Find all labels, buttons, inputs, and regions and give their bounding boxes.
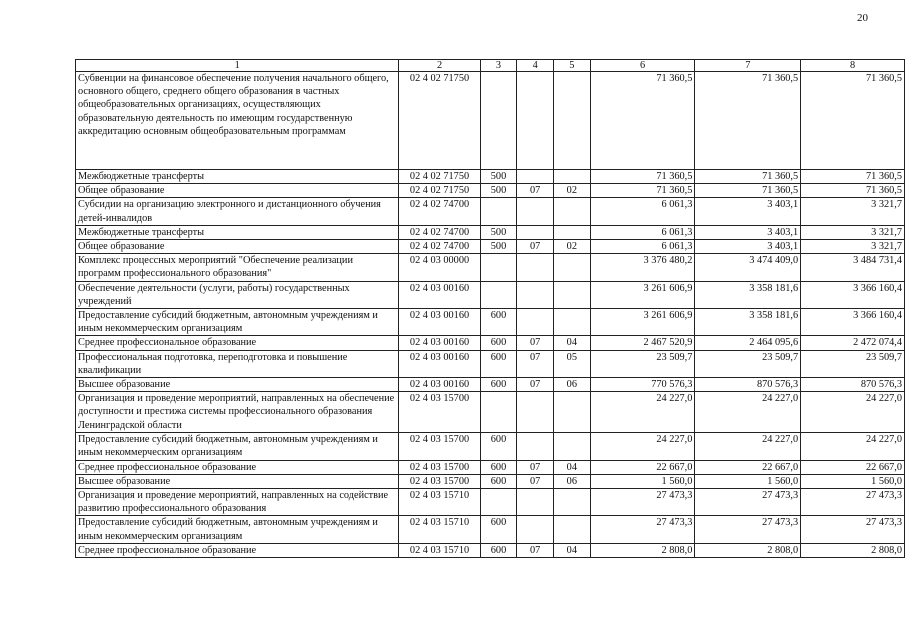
table-row [76,433,905,460]
row-vr-cell: 600 [480,460,517,474]
row-value-cell: 6 061,3 [590,198,695,225]
row-value-cell: 770 576,3 [590,378,695,392]
row-name-cell: Предоставление субсидий бюджетным, автономным учреждениям и иным некоммерческим организациям [76,516,399,543]
row-value-cell: 3 358 181,6 [695,281,801,308]
row-value-cell: 3 484 731,4 [801,254,905,281]
row-section-cell [517,516,554,543]
table-row [76,281,905,308]
row-value-cell: 3 366 160,4 [801,309,905,336]
table-row [76,460,905,474]
row-value-cell: 22 667,0 [590,460,695,474]
table-row [76,254,905,281]
row-value-cell: 1 560,0 [801,474,905,488]
row-value-cell: 870 576,3 [801,378,905,392]
header-cell: 3 [480,60,517,72]
row-value-cell: 24 227,0 [590,392,695,433]
row-code-cell: 02 4 03 00160 [399,378,480,392]
header-cell: 2 [399,60,480,72]
row-section-cell: 07 [517,543,554,557]
row-section-cell: 07 [517,378,554,392]
row-value-cell: 27 473,3 [801,516,905,543]
row-subsection-cell: 02 [554,240,591,254]
table-row [76,474,905,488]
row-code-cell: 02 4 03 15710 [399,516,480,543]
table-row [76,336,905,350]
header-cell: 4 [517,60,554,72]
budget-table [75,59,905,558]
table-row [76,184,905,198]
row-code-cell: 02 4 03 00160 [399,350,480,377]
row-section-cell [517,170,554,184]
row-code-cell: 02 4 03 00160 [399,309,480,336]
row-value-cell: 3 474 409,0 [695,254,801,281]
row-value-cell: 24 227,0 [590,433,695,460]
table-row [76,225,905,239]
row-vr-cell [480,392,517,433]
row-value-cell: 27 473,3 [695,516,801,543]
row-subsection-cell [554,281,591,308]
row-value-cell: 24 227,0 [695,392,801,433]
table-row [76,392,905,433]
row-subsection-cell: 04 [554,336,591,350]
row-subsection-cell [554,254,591,281]
row-vr-cell: 500 [480,225,517,239]
row-name-cell: Субвенции на финансовое обеспечение получения начального общего, основного общего, среднего общего образования в частных общеобразовательных организациях, осуществляющих образовательную деятельность по имеющим государственную аккредитацию основным общеобразовательным программам [76,72,399,170]
row-value-cell: 2 808,0 [695,543,801,557]
row-name-cell: Высшее образование [76,474,399,488]
table-row [76,489,905,516]
row-subsection-cell: 04 [554,543,591,557]
row-subsection-cell [554,489,591,516]
row-name-cell: Организация и проведение мероприятий, направленных на содействие развитию профессионального образования [76,489,399,516]
row-vr-cell: 600 [480,474,517,488]
row-value-cell: 24 227,0 [801,392,905,433]
row-value-cell: 3 366 160,4 [801,281,905,308]
row-value-cell: 24 227,0 [801,433,905,460]
table-row [76,240,905,254]
row-subsection-cell [554,170,591,184]
table-row [76,350,905,377]
row-value-cell: 27 473,3 [695,489,801,516]
row-name-cell: Среднее профессиональное образование [76,336,399,350]
row-value-cell: 3 403,1 [695,240,801,254]
row-subsection-cell [554,516,591,543]
row-subsection-cell: 05 [554,350,591,377]
header-cell: 5 [554,60,591,72]
table-row [76,72,905,170]
row-value-cell: 22 667,0 [695,460,801,474]
row-vr-cell: 600 [480,543,517,557]
row-name-cell: Профессиональная подготовка, переподготовка и повышение квалификации [76,350,399,377]
row-section-cell [517,392,554,433]
row-name-cell: Общее образование [76,184,399,198]
row-vr-cell [480,281,517,308]
row-value-cell: 71 360,5 [590,72,695,170]
row-name-cell: Субсидии на организацию электронного и дистанционного обучения детей-инвалидов [76,198,399,225]
row-value-cell: 27 473,3 [590,516,695,543]
row-value-cell: 6 061,3 [590,225,695,239]
page-number: 20 [857,12,868,24]
row-vr-cell: 600 [480,516,517,543]
row-value-cell: 3 321,7 [801,240,905,254]
row-subsection-cell: 06 [554,378,591,392]
row-value-cell: 3 261 606,9 [590,281,695,308]
row-vr-cell: 500 [480,240,517,254]
row-value-cell: 27 473,3 [590,489,695,516]
table-row [76,309,905,336]
row-section-cell [517,309,554,336]
row-subsection-cell: 02 [554,184,591,198]
row-vr-cell [480,72,517,170]
row-value-cell: 71 360,5 [695,184,801,198]
row-value-cell: 23 509,7 [801,350,905,377]
row-name-cell: Общее образование [76,240,399,254]
row-name-cell: Межбюджетные трансферты [76,225,399,239]
row-name-cell: Высшее образование [76,378,399,392]
row-vr-cell: 600 [480,378,517,392]
row-section-cell [517,225,554,239]
row-subsection-cell [554,309,591,336]
row-value-cell: 3 358 181,6 [695,309,801,336]
row-name-cell: Комплекс процессных мероприятий "Обеспечение реализации программ профессионального образования" [76,254,399,281]
row-value-cell: 1 560,0 [590,474,695,488]
header-row [76,60,905,72]
row-value-cell: 22 667,0 [801,460,905,474]
row-section-cell: 07 [517,350,554,377]
row-code-cell: 02 4 03 15700 [399,392,480,433]
row-section-cell [517,198,554,225]
row-value-cell: 23 509,7 [590,350,695,377]
row-value-cell: 23 509,7 [695,350,801,377]
row-vr-cell: 600 [480,433,517,460]
row-value-cell: 6 061,3 [590,240,695,254]
row-section-cell [517,433,554,460]
row-vr-cell [480,489,517,516]
row-section-cell: 07 [517,460,554,474]
row-code-cell: 02 4 02 71750 [399,170,480,184]
row-name-cell: Обеспечение деятельности (услуги, работы) государственных учреждений [76,281,399,308]
row-name-cell: Среднее профессиональное образование [76,543,399,557]
row-section-cell: 07 [517,240,554,254]
header-cell: 1 [76,60,399,72]
header-cell: 7 [695,60,801,72]
row-vr-cell: 600 [480,350,517,377]
row-section-cell: 07 [517,474,554,488]
row-value-cell: 3 403,1 [695,198,801,225]
row-subsection-cell: 04 [554,460,591,474]
row-value-cell: 2 808,0 [590,543,695,557]
row-code-cell: 02 4 03 00160 [399,336,480,350]
row-code-cell: 02 4 03 00160 [399,281,480,308]
row-name-cell: Предоставление субсидий бюджетным, автономным учреждениям и иным некоммерческим организациям [76,433,399,460]
row-vr-cell [480,198,517,225]
row-value-cell: 3 403,1 [695,225,801,239]
row-value-cell: 2 808,0 [801,543,905,557]
row-value-cell: 71 360,5 [801,72,905,170]
table-row [76,170,905,184]
row-name-cell: Среднее профессиональное образование [76,460,399,474]
row-value-cell: 71 360,5 [590,170,695,184]
row-name-cell: Межбюджетные трансферты [76,170,399,184]
row-value-cell: 71 360,5 [801,170,905,184]
row-subsection-cell [554,198,591,225]
row-name-cell: Предоставление субсидий бюджетным, автономным учреждениям и иным некоммерческим организациям [76,309,399,336]
row-vr-cell: 500 [480,184,517,198]
row-code-cell: 02 4 03 00000 [399,254,480,281]
row-section-cell [517,281,554,308]
row-code-cell: 02 4 03 15700 [399,433,480,460]
row-value-cell: 2 467 520,9 [590,336,695,350]
row-value-cell: 71 360,5 [801,184,905,198]
row-value-cell: 71 360,5 [695,170,801,184]
row-value-cell: 3 261 606,9 [590,309,695,336]
row-vr-cell: 500 [480,170,517,184]
row-value-cell: 870 576,3 [695,378,801,392]
row-code-cell: 02 4 02 74700 [399,198,480,225]
row-subsection-cell [554,433,591,460]
row-code-cell: 02 4 02 74700 [399,240,480,254]
row-code-cell: 02 4 03 15710 [399,489,480,516]
row-value-cell: 71 360,5 [695,72,801,170]
row-value-cell: 3 376 480,2 [590,254,695,281]
row-subsection-cell [554,225,591,239]
row-code-cell: 02 4 03 15700 [399,474,480,488]
row-value-cell: 24 227,0 [695,433,801,460]
row-name-cell: Организация и проведение мероприятий, направленных на обеспечение доступности и престижа системы профессионального образования Ленинградской области [76,392,399,433]
row-code-cell: 02 4 03 15700 [399,460,480,474]
row-value-cell: 27 473,3 [801,489,905,516]
table-row [76,543,905,557]
table-row [76,516,905,543]
row-section-cell: 07 [517,184,554,198]
row-section-cell [517,254,554,281]
header-cell: 8 [801,60,905,72]
row-value-cell: 2 464 095,6 [695,336,801,350]
row-value-cell: 1 560,0 [695,474,801,488]
row-section-cell [517,489,554,516]
row-value-cell: 71 360,5 [590,184,695,198]
row-subsection-cell: 06 [554,474,591,488]
row-vr-cell [480,254,517,281]
row-value-cell: 3 321,7 [801,225,905,239]
header-cell: 6 [590,60,695,72]
row-subsection-cell [554,392,591,433]
row-section-cell [517,72,554,170]
row-value-cell: 3 321,7 [801,198,905,225]
table-row [76,378,905,392]
row-code-cell: 02 4 02 74700 [399,225,480,239]
row-code-cell: 02 4 02 71750 [399,72,480,170]
table-row [76,198,905,225]
row-subsection-cell [554,72,591,170]
row-section-cell: 07 [517,336,554,350]
row-value-cell: 2 472 074,4 [801,336,905,350]
row-code-cell: 02 4 02 71750 [399,184,480,198]
row-code-cell: 02 4 03 15710 [399,543,480,557]
row-vr-cell: 600 [480,309,517,336]
row-vr-cell: 600 [480,336,517,350]
